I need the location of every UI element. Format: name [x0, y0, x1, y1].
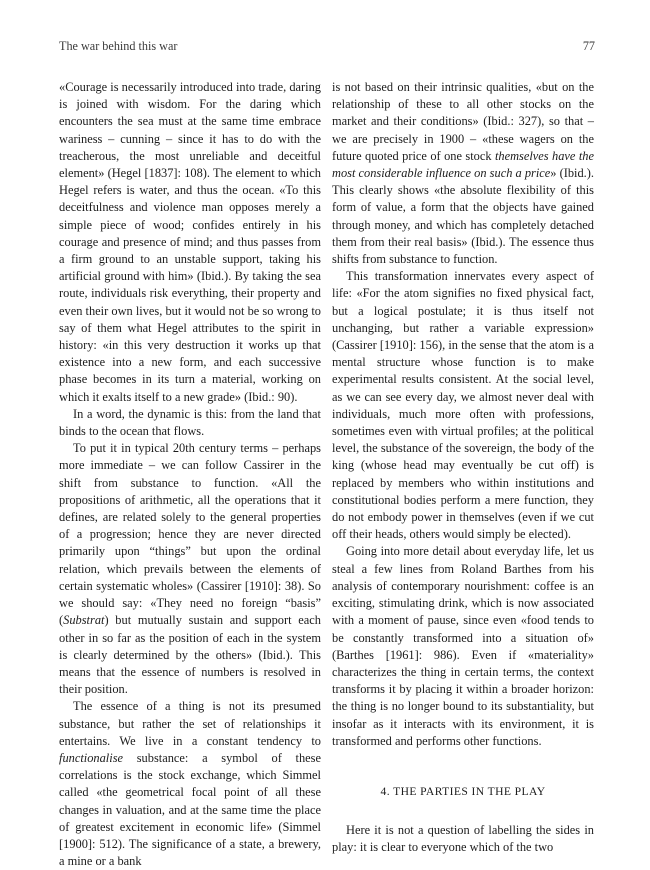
paragraph-text: is not based on their intrinsic qualities, «but on the relationship of these to all other stocks on the market and their conditions» (Ibid.: 327), so that – we are precisely in 1900 – «these wagers on the future quoted price of one stock: [332, 80, 594, 163]
paragraph: [59, 440, 321, 698]
italic-quote: themselves have the most considerable influence on such a price: [332, 148, 594, 181]
paragraph: This transformation innervates every aspect of life: «For the atom signifies no fixed physical fact, but a logical postulate; it is thus itself not unchanging, but rather a variable expression» (Cassirer [1910]: 156), in the sense that the atom is a mental structure whose function is to make experimental results consistent. At the social level, as we can see every day, we almost never deal with individuals, much more often with professions, sometimes even with virtual profiles; at the political level, the substance of the sovereign, the body of the king (whose head may eventually be cut off) is replaced by members who within institutions and constitutional bodies perform a mere function, they do not embody power in themselves (even if we cut off their heads, others would simply be elected).: [332, 269, 594, 542]
paragraph-text: substance: a symbol of these correlations is the stock exchange, which Simmel called «the geometrical focal point of all these changes in valuation, and at the same time the place of greatest excitement in economic life» (Simmel [1900]: 512). The significance of a state, a brewery, a mine or a bank: [59, 750, 321, 869]
paragraph: In a word, the dynamic is this: from the land that binds to the ocean that flows.: [59, 406, 321, 439]
paragraph: Going into more detail about everyday life, let us steal a few lines from Roland Barthes from his analysis of contemporary nourishment: coffee is an exciting, stimulating drink, which is now associated with a moment of pause, since even «food tends to be constantly transformed into a situation of» (Barthes [1961]: 986). Even if «materiality» characterizes the thing in certain terms, the context transforms it by placing it within a broader horizon: the thing is no longer bound to its substantiality, but insofar as it interacts with its environment, it is transformed and performs other functions.: [332, 544, 594, 748]
paragraph-text: ) but mutually sustain and support each other in so far as the position of each in the system is clearly determined by the others» (Ibid.). This means that the essence of numbers is resolved in their position.: [59, 613, 321, 697]
italic-term: functionalise: [59, 750, 124, 765]
italic-term: Substrat: [63, 613, 105, 628]
left-column: [59, 79, 321, 870]
page-number: 77: [582, 39, 595, 53]
running-title: The war behind this war: [59, 39, 178, 53]
paragraph: [332, 79, 594, 268]
right-column: [332, 79, 594, 857]
paragraph: Here it is not a question of labelling the sides in play: it is clear to everyone which of the two: [332, 823, 594, 855]
paragraph: «Courage is necessarily introduced into trade, daring is joined with wisdom. For the daring which encounters the sea must at the same time embrace wariness – cunning – since it has to do with the treacherous, the most unreliable and deceitful element» (Hegel [1837]: 108). The element to which Hegel refers is water, and thus the ocean. «To this deceitfulness and violence man opposes merely a simple piece of wood; confides entirely in his courage and presence of mind; and thus passes from a firm ground to an unstable support, taking his artificial ground with him» (Ibid.). By taking the sea route, individuals risk everything, their property and even their own lives, but it would not be so wrong to say of them what Hegel attributes to the spirit in history: «in this very destruction it works up that existence into a new form, and each successive phase becomes in its turn a material, working on which it exalts itself to a new grade» (Ibid.: 90).: [59, 80, 321, 404]
paragraph-text: The essence of a thing is not its presumed substance, but rather the set of relationships it entertains. We live in a constant tendency to: [59, 699, 321, 748]
paragraph-text: » (Ibid.). This clearly shows «the absolute flexibility of this form of value, a form that the objects have gained through money, and which has completely detached them from their real basis» (Ibid.). The essence thus shifts from substance to function.: [332, 166, 594, 267]
section-heading: 4. THE PARTIES IN THE PLAY: [380, 784, 546, 798]
paragraph: [59, 698, 321, 870]
paragraph-text: To put it in typical 20th century terms – perhaps more immediate – we can follow Cassirer in the shift from substance to function. «All the propositions of arithmetic, all the operations that it defines, are related solely to the general properties of a progression; hence they are never directed primarily upon “things” but upon the ordinal relation, which prevails between the elements of certain systematic wholes» (Cassirer [1910]: 38). So we should say: «They need no foreign “basis” (: [59, 441, 321, 628]
